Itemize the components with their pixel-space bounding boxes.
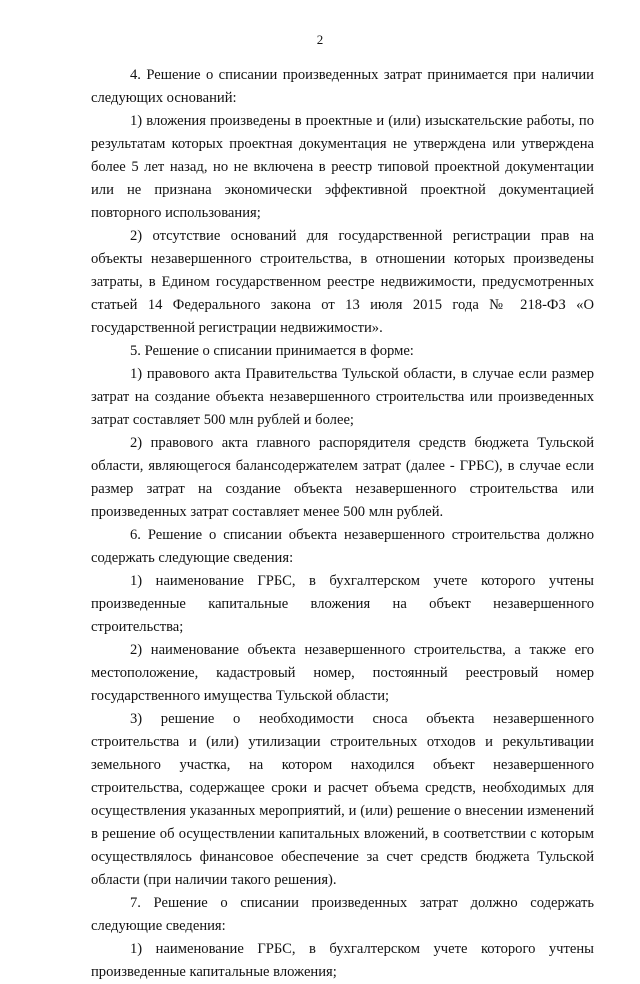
paragraph-5-intro: 5. Решение о списании принимается в форме:: [130, 343, 414, 359]
paragraph-5-item-1: 1) правового акта Правительства Тульской области, в случае если размер затрат на создание объекта незавершенного строительства или произведенных затрат составляет 500 млн рублей и более;: [91, 366, 594, 428]
paragraph-4-item-1: 1) вложения произведены в проектные и (или) изыскательские работы, по результатам которых проектная документация не утверждена или утверждена более 5 лет назад, но не включена в реестр типовой проектной документации или не признана экономически эффективной проектной документацией повторного использования;: [91, 113, 594, 221]
paragraph-5-item-2: 2) правового акта главного распорядителя средств бюджета Тульской области, являющегося балансодержателем затрат (далее - ГРБС), в случае если размер затрат на создание объекта незавершенного строительства или произведенных затрат составляет менее 500 млн рублей.: [91, 435, 594, 520]
paragraph-6-item-1: 1) наименование ГРБС, в бухгалтерском учете которого учтены произведенные капитальные вложения на объект незавершенного строительства;: [91, 573, 594, 635]
paragraph-6-intro: 6. Решение о списании объекта незавершенного строительства должно содержать следующие сведения:: [91, 527, 594, 566]
paragraph-7-intro: 7. Решение о списании произведенных затрат должно содержать следующие сведения:: [91, 895, 594, 934]
paragraph-6-item-3: 3) решение о необходимости сноса объекта незавершенного строительства и (или) утилизации строительных отходов и рекультивации земельного участка, на котором находился объект незавершенного строительства, содержащее сроки и расчет объема средств, необходимых для осуществления указанных мероприятий, и (или) решение о внесении изменений в решение об осуществлении капитальных вложений, в соответствии с которым осуществлялось финансовое обеспечение за счет средств бюджета Тульской области (при наличии такого решения).: [91, 711, 594, 888]
page-number: 2: [316, 32, 324, 47]
paragraph-4-intro: 4. Решение о списании произведенных затрат принимается при наличии следующих оснований:: [91, 67, 594, 106]
paragraph-4-item-2: 2) отсутствие оснований для государственной регистрации прав на объекты незавершенного строительства, в отношении которых произведены затраты, в Едином государственном реестре недвижимости, предусмотренных статьей 14 Федерального закона от 13 июля 2015 года № 218-ФЗ «О государственной регистрации недвижимости».: [91, 228, 594, 336]
paragraph-7-item-1: 1) наименование ГРБС, в бухгалтерском учете которого учтены произведенные капитальные вложения;: [91, 941, 594, 980]
document-body: [91, 64, 594, 984]
paragraph-6-item-2: 2) наименование объекта незавершенного строительства, а также его местоположение, кадастровый номер, постоянный реестровый номер государственного имущества Тульской области;: [91, 642, 594, 704]
